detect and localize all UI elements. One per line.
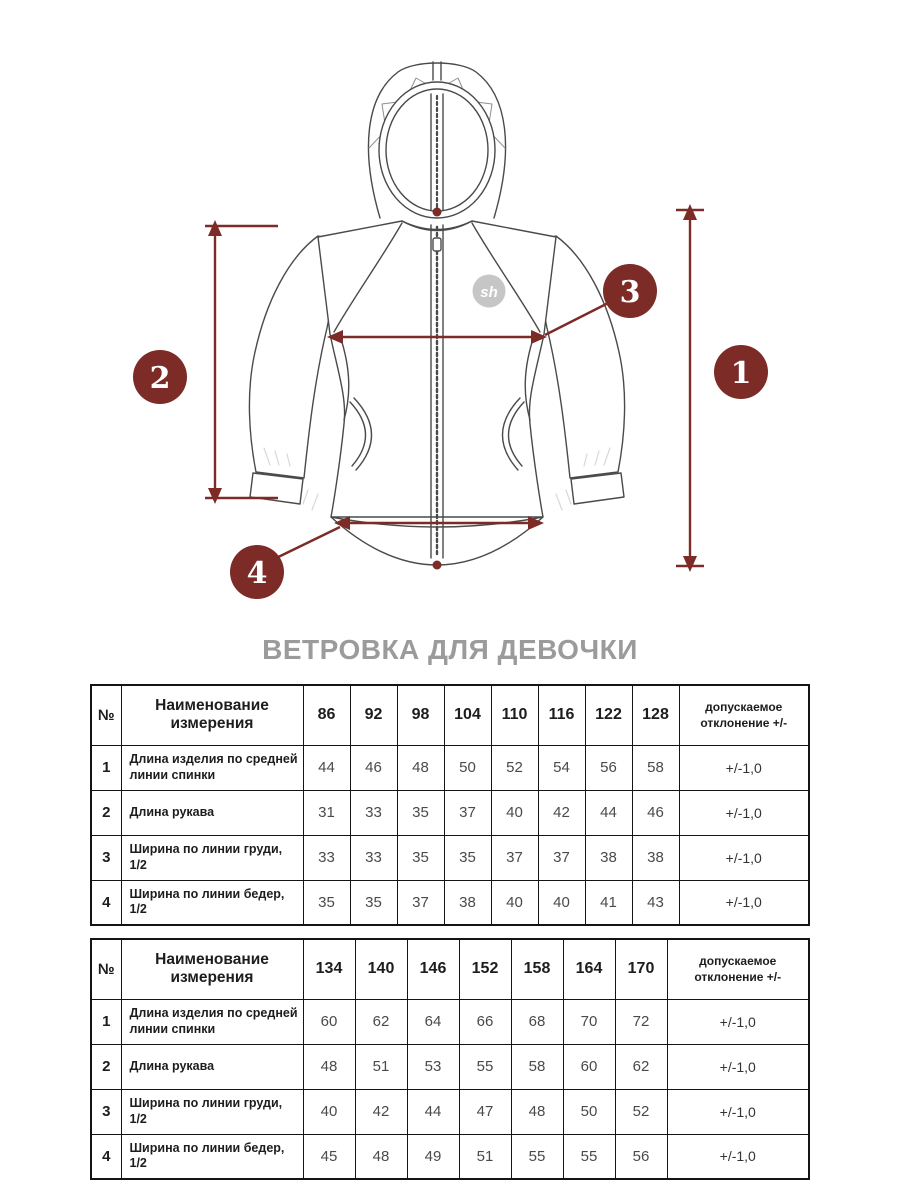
size-table-small xyxy=(90,684,810,926)
col-header-size: 152 xyxy=(459,939,511,999)
marker-3-label: 3 xyxy=(619,275,641,310)
size-value: 48 xyxy=(511,1089,563,1134)
jacket-drawing xyxy=(249,62,624,565)
size-value: 40 xyxy=(538,880,585,925)
size-value: 72 xyxy=(615,999,667,1044)
size-value: 33 xyxy=(350,790,397,835)
size-value: 49 xyxy=(407,1134,459,1179)
measurement-name: Ширина по линии груди, 1/2 xyxy=(121,835,303,880)
measurement-name: Ширина по линии груди, 1/2 xyxy=(121,1089,303,1134)
row-number: 4 xyxy=(91,1134,121,1179)
size-value: 60 xyxy=(303,999,355,1044)
col-header-size: 134 xyxy=(303,939,355,999)
row-number: 2 xyxy=(91,790,121,835)
size-value: 33 xyxy=(303,835,350,880)
size-value: 38 xyxy=(632,835,679,880)
col-header-size: 170 xyxy=(615,939,667,999)
col-header-size: 122 xyxy=(585,685,632,745)
col-header-name: Наименование измерения xyxy=(121,939,303,999)
measurement-name: Длина изделия по средней линии спинки xyxy=(121,745,303,790)
tolerance-value: +/-1,0 xyxy=(667,1044,809,1089)
brand-logo-text: sh xyxy=(480,284,498,301)
size-value: 55 xyxy=(563,1134,615,1179)
size-value: 47 xyxy=(459,1089,511,1134)
row-number: 3 xyxy=(91,1089,121,1134)
marker-1 xyxy=(714,345,768,399)
marker-3 xyxy=(603,264,657,318)
size-value: 54 xyxy=(538,745,585,790)
size-value: 66 xyxy=(459,999,511,1044)
size-value: 38 xyxy=(444,880,491,925)
col-header-size: 164 xyxy=(563,939,615,999)
table-row xyxy=(91,1089,809,1134)
size-value: 37 xyxy=(538,835,585,880)
size-value: 35 xyxy=(303,880,350,925)
size-value: 42 xyxy=(538,790,585,835)
col-header-tolerance: допускаемое отклонение +/- xyxy=(679,685,809,745)
size-value: 35 xyxy=(397,835,444,880)
size-value: 35 xyxy=(444,835,491,880)
size-value: 58 xyxy=(632,745,679,790)
size-value: 38 xyxy=(585,835,632,880)
col-header-size: 98 xyxy=(397,685,444,745)
size-value: 35 xyxy=(397,790,444,835)
tolerance-value: +/-1,0 xyxy=(667,999,809,1044)
size-value: 40 xyxy=(303,1089,355,1134)
size-value: 50 xyxy=(563,1089,615,1134)
left-cuff xyxy=(250,473,303,504)
size-value: 44 xyxy=(407,1089,459,1134)
size-value: 43 xyxy=(632,880,679,925)
col-header-size: 146 xyxy=(407,939,459,999)
size-value: 37 xyxy=(397,880,444,925)
row-number: 3 xyxy=(91,835,121,880)
size-value: 44 xyxy=(303,745,350,790)
tolerance-value: +/-1,0 xyxy=(679,880,809,925)
size-value: 56 xyxy=(615,1134,667,1179)
page-title: ВЕТРОВКА ДЛЯ ДЕВОЧКИ xyxy=(262,634,638,665)
col-header-size: 158 xyxy=(511,939,563,999)
table-header-row xyxy=(91,685,809,745)
row-number: 2 xyxy=(91,1044,121,1089)
col-header-size: 128 xyxy=(632,685,679,745)
marker-2 xyxy=(133,350,187,404)
measurement-name: Ширина по линии бедер, 1/2 xyxy=(121,880,303,925)
col-header-size: 86 xyxy=(303,685,350,745)
size-value: 58 xyxy=(511,1044,563,1089)
measurement-name: Длина рукава xyxy=(121,1044,303,1089)
marker-2-label: 2 xyxy=(149,361,171,396)
col-header-name: Наименование измерения xyxy=(121,685,303,745)
marker-1-label: 1 xyxy=(730,356,752,391)
size-value: 55 xyxy=(459,1044,511,1089)
col-header-size: 116 xyxy=(538,685,585,745)
table-row xyxy=(91,880,809,925)
size-table-large xyxy=(90,938,810,1180)
size-value: 62 xyxy=(615,1044,667,1089)
tolerance-value: +/-1,0 xyxy=(667,1134,809,1179)
col-header-size: 92 xyxy=(350,685,397,745)
size-value: 51 xyxy=(459,1134,511,1179)
tolerance-value: +/-1,0 xyxy=(667,1089,809,1134)
size-value: 48 xyxy=(303,1044,355,1089)
size-value: 62 xyxy=(355,999,407,1044)
col-header-num: № xyxy=(91,685,121,745)
row-number: 4 xyxy=(91,880,121,925)
table-row xyxy=(91,790,809,835)
size-value: 64 xyxy=(407,999,459,1044)
size-value: 48 xyxy=(397,745,444,790)
zipper-pull xyxy=(433,238,441,251)
size-value: 53 xyxy=(407,1044,459,1089)
size-value: 46 xyxy=(632,790,679,835)
size-value: 70 xyxy=(563,999,615,1044)
tolerance-value: +/-1,0 xyxy=(679,790,809,835)
tolerance-value: +/-1,0 xyxy=(679,835,809,880)
size-value: 55 xyxy=(511,1134,563,1179)
row-number: 1 xyxy=(91,999,121,1044)
measurement-name: Ширина по линии бедер, 1/2 xyxy=(121,1134,303,1179)
size-value: 42 xyxy=(355,1089,407,1134)
size-value: 45 xyxy=(303,1134,355,1179)
size-value: 68 xyxy=(511,999,563,1044)
col-header-size: 110 xyxy=(491,685,538,745)
measurement-name: Длина изделия по средней линии спинки xyxy=(121,999,303,1044)
col-header-size: 140 xyxy=(355,939,407,999)
table-row xyxy=(91,999,809,1044)
size-value: 40 xyxy=(491,880,538,925)
table-header-row xyxy=(91,939,809,999)
measurement-name: Длина рукава xyxy=(121,790,303,835)
row-number: 1 xyxy=(91,745,121,790)
size-value: 52 xyxy=(491,745,538,790)
size-value: 35 xyxy=(350,880,397,925)
table-row xyxy=(91,1134,809,1179)
size-value: 60 xyxy=(563,1044,615,1089)
right-cuff xyxy=(571,473,624,504)
size-value: 37 xyxy=(444,790,491,835)
size-value: 37 xyxy=(491,835,538,880)
marker-4-label: 4 xyxy=(246,556,268,591)
col-header-num: № xyxy=(91,939,121,999)
size-value: 31 xyxy=(303,790,350,835)
size-value: 52 xyxy=(615,1089,667,1134)
size-value: 41 xyxy=(585,880,632,925)
table-row xyxy=(91,745,809,790)
size-value: 48 xyxy=(355,1134,407,1179)
tolerance-value: +/-1,0 xyxy=(679,745,809,790)
col-header-tolerance: допускаемое отклонение +/- xyxy=(667,939,809,999)
size-value: 50 xyxy=(444,745,491,790)
size-value: 33 xyxy=(350,835,397,880)
size-value: 46 xyxy=(350,745,397,790)
marker-4 xyxy=(230,545,284,599)
table-row xyxy=(91,835,809,880)
size-value: 56 xyxy=(585,745,632,790)
size-value: 40 xyxy=(491,790,538,835)
table-row xyxy=(91,1044,809,1089)
size-value: 51 xyxy=(355,1044,407,1089)
size-value: 44 xyxy=(585,790,632,835)
col-header-size: 104 xyxy=(444,685,491,745)
